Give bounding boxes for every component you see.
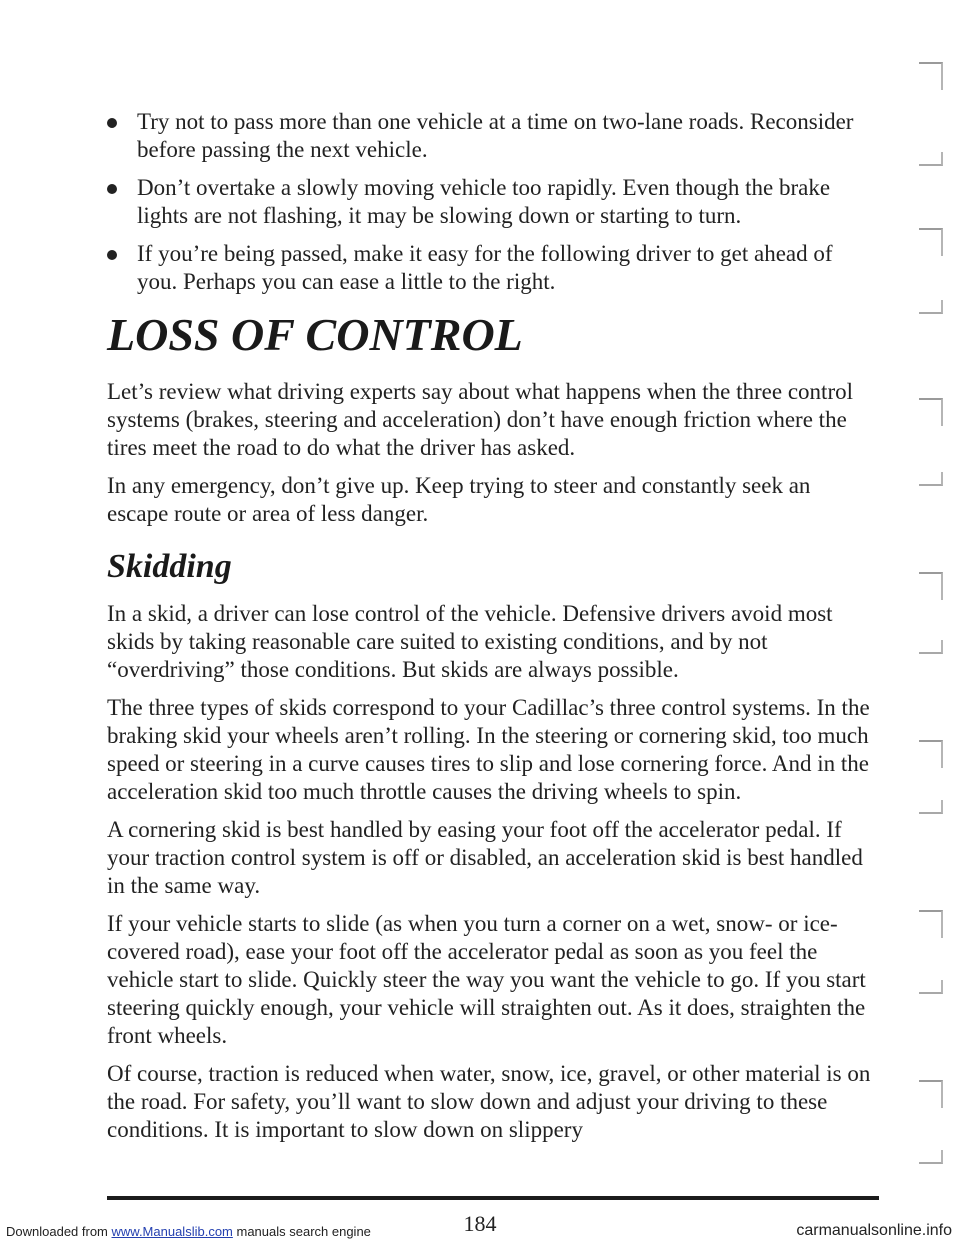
page-edge-tabs xyxy=(905,0,960,1242)
edge-tab xyxy=(919,472,943,486)
footer-prefix: Downloaded from xyxy=(6,1224,112,1239)
paragraph: In a skid, a driver can lose control of the vehicle. Defensive drivers avoid most skids by taking reasonable care suited to existing conditions, and by not “overdriving” those conditions. But skids are always possible. xyxy=(107,601,833,682)
bullet-item xyxy=(107,108,877,164)
paragraph: Of course, traction is reduced when water, snow, ice, gravel, or other material is on the road. For safety, you’ll want to slow down and adjust your driving to these conditions. It is important to slow down on slippery xyxy=(107,1061,871,1142)
watermark: carmanualsonline.info xyxy=(796,1222,952,1239)
paragraph: Let’s review what driving experts say about what happens when the three control systems (brakes, steering and acceleration) don’t have enough friction where the tires meet the road to do what the driver has asked. xyxy=(107,379,853,460)
page-content xyxy=(107,108,877,1154)
edge-tab xyxy=(919,228,943,256)
subsection-title: Skidding xyxy=(107,548,232,585)
paragraph: If your vehicle starts to slide (as when you turn a corner on a wet, snow- or ice-covered road), ease your foot off the accelerator pedal as soon as you feel the vehicle start to slide. Quickly steer the way you want the vehicle to go. If you start steering quickly enough, your vehicle will straighten out. As it does, straighten the front wheels. xyxy=(107,911,866,1048)
edge-tab xyxy=(919,740,943,768)
paragraph: The three types of skids correspond to your Cadillac’s three control systems. In the braking skid your wheels aren’t rolling. In the steering or cornering skid, too much speed or steering in a curve causes tires to slip and lose cornering force. And in the acceleration skid too much throttle causes the driving wheels to spin. xyxy=(107,695,870,804)
bullet-text: Don’t overtake a slowly moving vehicle too rapidly. Even though the brake lights are not flashing, it may be slowing down or starting to turn. xyxy=(137,175,831,228)
edge-tab xyxy=(919,800,943,814)
page-number: 184 xyxy=(463,1211,497,1236)
edge-tab xyxy=(919,300,943,314)
download-footer xyxy=(6,1224,371,1240)
section-title: LOSS OF CONTROL xyxy=(107,309,523,360)
bullet-dot-icon xyxy=(107,184,117,194)
manualslib-link[interactable]: www.Manualslib.com xyxy=(111,1224,233,1239)
edge-tab xyxy=(919,640,943,654)
edge-tab xyxy=(919,980,943,994)
edge-tab xyxy=(919,910,943,938)
edge-tab xyxy=(919,1080,943,1108)
edge-tab xyxy=(919,62,943,90)
bullet-dot-icon xyxy=(107,250,117,260)
bullet-text: Try not to pass more than one vehicle at a time on two-lane roads. Reconsider before passing the next vehicle. xyxy=(137,109,854,162)
footer-suffix: manuals search engine xyxy=(232,1224,371,1239)
bullet-item xyxy=(107,174,877,230)
edge-tab xyxy=(919,1150,943,1164)
bullet-text: If you’re being passed, make it easy for the following driver to get ahead of you. Perhaps you can ease a little to the right. xyxy=(137,241,833,294)
footer-rule xyxy=(107,1196,879,1200)
paragraph: A cornering skid is best handled by easing your foot off the accelerator pedal. If your traction control system is off or disabled, an acceleration skid is best handled in the same way. xyxy=(107,817,863,898)
bullet-dot-icon xyxy=(107,118,117,128)
bullet-item xyxy=(107,240,877,296)
edge-tab xyxy=(919,572,943,600)
bullet-list xyxy=(107,108,877,296)
paragraph: In any emergency, don’t give up. Keep trying to steer and constantly seek an escape route or area of less danger. xyxy=(107,473,811,526)
edge-tab xyxy=(919,152,943,166)
edge-tab xyxy=(919,398,943,426)
